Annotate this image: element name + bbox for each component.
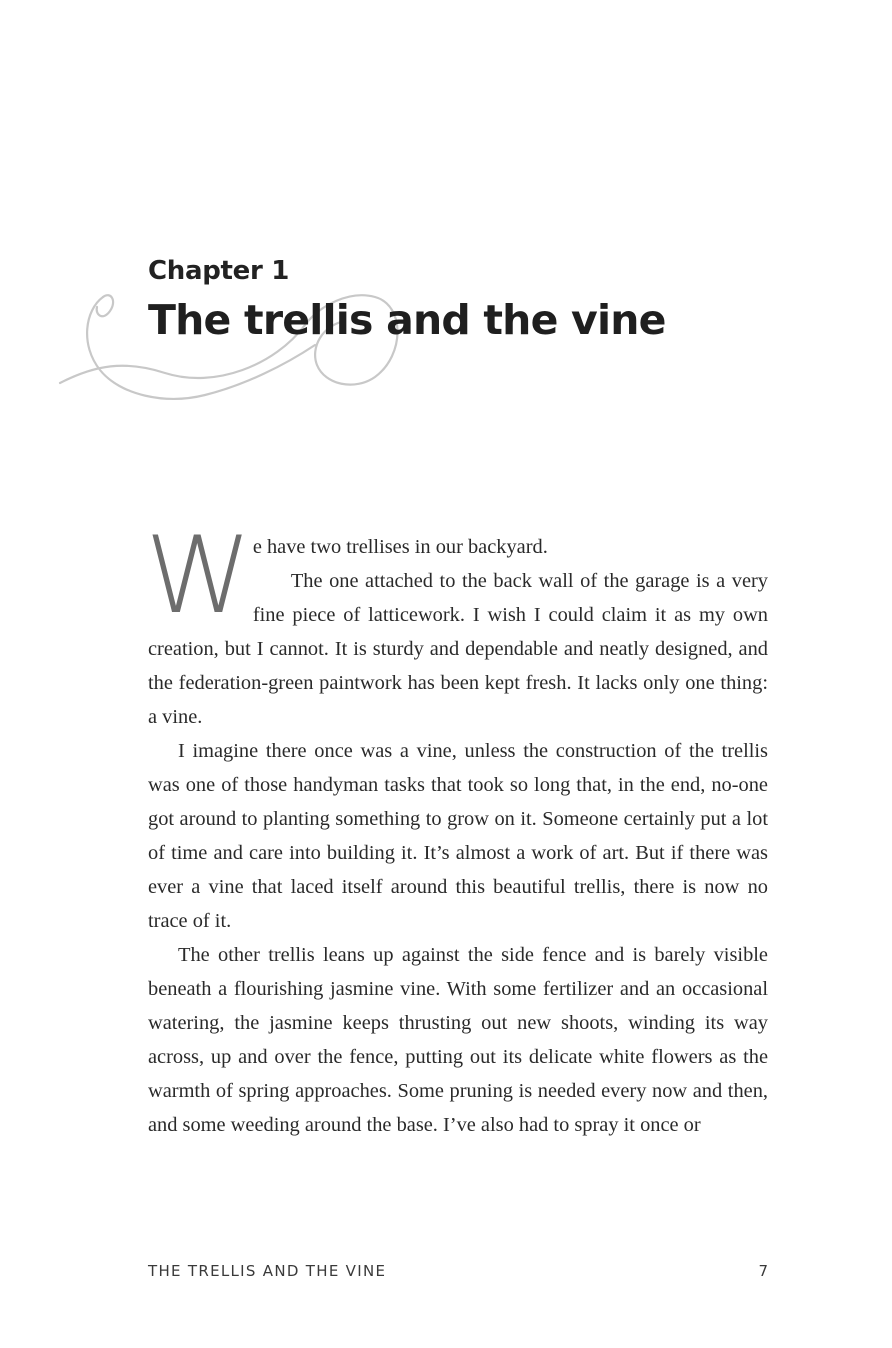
chapter-label: Chapter 1 — [148, 256, 290, 286]
drop-cap: W — [144, 514, 248, 637]
paragraph-1-opening: e have two trellises in our backyard. — [252, 536, 548, 558]
paragraph-1 — [144, 514, 768, 734]
running-footer-title: THE TRELLIS AND THE VINE — [148, 1262, 387, 1280]
chapter-body — [144, 514, 768, 1142]
paragraph-3: The other trellis leans up against the side fence and is barely visible beneath a flourishing jasmine vine. With some fertilizer and an occasional watering, the jasmine keeps thrusting out new shoots, winding its way across, up and over the fence, putting out its delicate white flowers as the warmth of spring approaches. Some pruning is needed every now and then, and some weeding around the base. I’ve also had to spray it once or — [148, 944, 768, 1136]
page-number: 7 — [758, 1262, 768, 1280]
paragraph-2: I imagine there once was a vine, unless the construction of the trellis was one of those handyman tasks that took so long that, in the end, no-one got around to planting something to grow on it. Someone certainly put a lot of time and care into building it. It’s almost a work of art. But if there was ever a vine that laced itself around this beautiful trellis, there is now no trace of it. — [148, 740, 768, 932]
chapter-title: The trellis and the vine — [148, 296, 666, 344]
paragraph-1-text: The one attached to the back wall of the garage is a very fine piece of latticework. I wish I could claim it as my own creation, but I cannot. It is sturdy and dependable and neatly designed, and the federation-green paintwork has been kept fresh. It lacks only one thing: a vine. — [148, 570, 768, 728]
